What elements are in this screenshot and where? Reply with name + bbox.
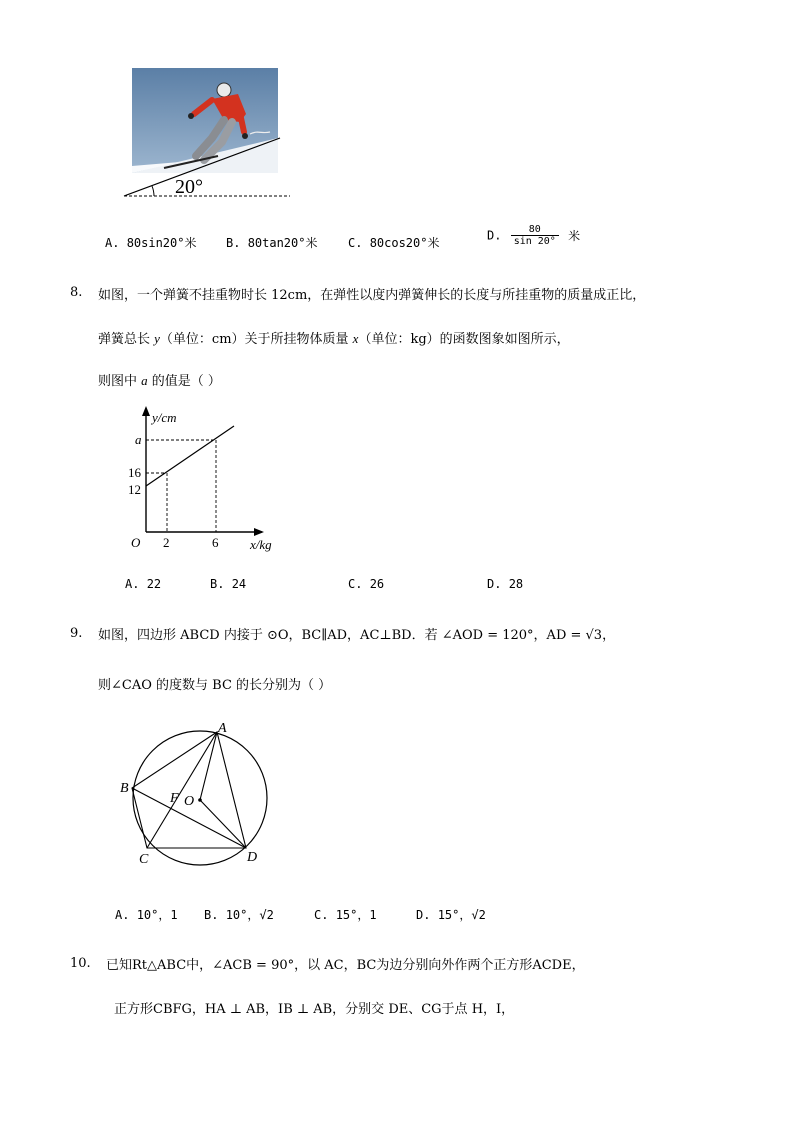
q8-line-3 (98, 370, 221, 389)
x-tick-6: 6 (212, 535, 219, 550)
q8-line-1: 如图，一个弹簧不挂重物时长 12cm，在弹性以度内弹簧伸长的长度与所挂重物的质量成正比， (98, 288, 646, 303)
var-x: x (352, 331, 359, 346)
center-o-label: O (184, 794, 195, 809)
origin-label: O (131, 535, 141, 550)
angle-label: 20° (175, 176, 203, 198)
q8-text: 的值是（ ） (147, 374, 221, 389)
point-b-label: B (120, 781, 129, 796)
q9-number: 9. (70, 626, 83, 641)
q8-text: （单位：kg）的函数图象如图所示， (358, 332, 570, 347)
x-tick-2: 2 (163, 535, 170, 550)
option-text: 15°，√2 (437, 908, 486, 922)
option-letter: B. (210, 577, 225, 591)
q9-figure (115, 718, 280, 870)
y-tick-a: a (135, 432, 142, 447)
q9-line-1: 如图，四边形 ABCD 内接于 ⊙O，BC∥AD，AC⊥BD．若 ∠AOD = 120°，AD = √3， (98, 628, 616, 643)
point-f-label: F (170, 791, 179, 806)
circle-quadrilateral-diagram (115, 718, 280, 870)
q9-option-d[interactable] (416, 906, 486, 923)
fraction (511, 224, 559, 247)
q8-option-c[interactable] (348, 577, 384, 591)
q8-option-b[interactable] (210, 577, 246, 591)
q8-graph (120, 402, 285, 557)
option-text: 28 (508, 577, 524, 591)
q8-option-a[interactable] (125, 577, 161, 591)
skier-illustration (120, 66, 295, 201)
q10-number: 10. (70, 956, 91, 971)
q10-line-2: 正方形CBFG，HA ⊥ AB，IB ⊥ AB，分别交 DE、CG于点 H，I， (114, 1002, 515, 1017)
option-letter: D. (487, 228, 502, 243)
option-text: 15°，1 (335, 908, 377, 922)
var-a: a (141, 373, 148, 388)
option-text: 80cos20°米 (369, 236, 440, 250)
y-axis-label: y/cm (152, 410, 177, 425)
var-y: y (154, 331, 160, 346)
option-letter: A. (125, 577, 140, 591)
option-letter: A. (115, 908, 130, 922)
q8-option-d[interactable] (487, 577, 523, 591)
q9-option-a[interactable] (115, 906, 178, 923)
point-c-label: C (139, 852, 149, 867)
q8-number: 8. (70, 285, 83, 300)
option-text: 10°，√2 (225, 908, 274, 922)
q8-text: （单位：cm）关于所挂物体质量 (159, 332, 353, 347)
skier-figure (120, 66, 295, 201)
option-letter: B. (226, 236, 241, 250)
option-letter: C. (348, 236, 363, 250)
point-d-label: D (247, 850, 258, 865)
q7-option-a[interactable] (105, 234, 197, 251)
option-letter: C. (314, 908, 329, 922)
q8-line-2 (98, 328, 570, 347)
fraction-numerator: 80 (511, 224, 559, 236)
q10-line-1: 已知Rt△ABC中，∠ACB = 90°，以 AC，BC为边分别向外作两个正方形ACDE， (106, 958, 585, 973)
option-text: 10°，1 (136, 908, 178, 922)
option-text: 80tan20°米 (247, 236, 318, 250)
x-axis-label: x/kg (250, 537, 272, 552)
q7-option-b[interactable] (226, 234, 318, 251)
fraction-denominator: sin 20° (513, 236, 556, 247)
y-tick-12: 12 (128, 482, 141, 497)
option-text: 24 (231, 577, 247, 591)
option-letter: C. (348, 577, 363, 591)
q7-option-c[interactable] (348, 234, 440, 251)
q7-option-d[interactable] (487, 224, 580, 247)
q8-text: 则图中 (98, 374, 142, 389)
q9-option-b[interactable] (204, 906, 274, 923)
point-a-label: A (218, 721, 227, 736)
option-unit: 米 (568, 229, 581, 243)
option-text: 80sin20°米 (126, 236, 197, 250)
q9-line-2: 则∠CAO 的度数与 BC 的长分别为（ ） (98, 678, 332, 693)
q9-option-c[interactable] (314, 906, 377, 923)
y-tick-16: 16 (128, 465, 141, 480)
option-letter: B. (204, 908, 219, 922)
q8-text: 弹簧总长 (98, 332, 155, 347)
spring-length-graph (120, 402, 285, 557)
option-letter: D. (416, 908, 431, 922)
option-text: 26 (369, 577, 385, 591)
option-text: 22 (146, 577, 162, 591)
option-letter: D. (487, 577, 502, 591)
option-letter: A. (105, 236, 120, 250)
